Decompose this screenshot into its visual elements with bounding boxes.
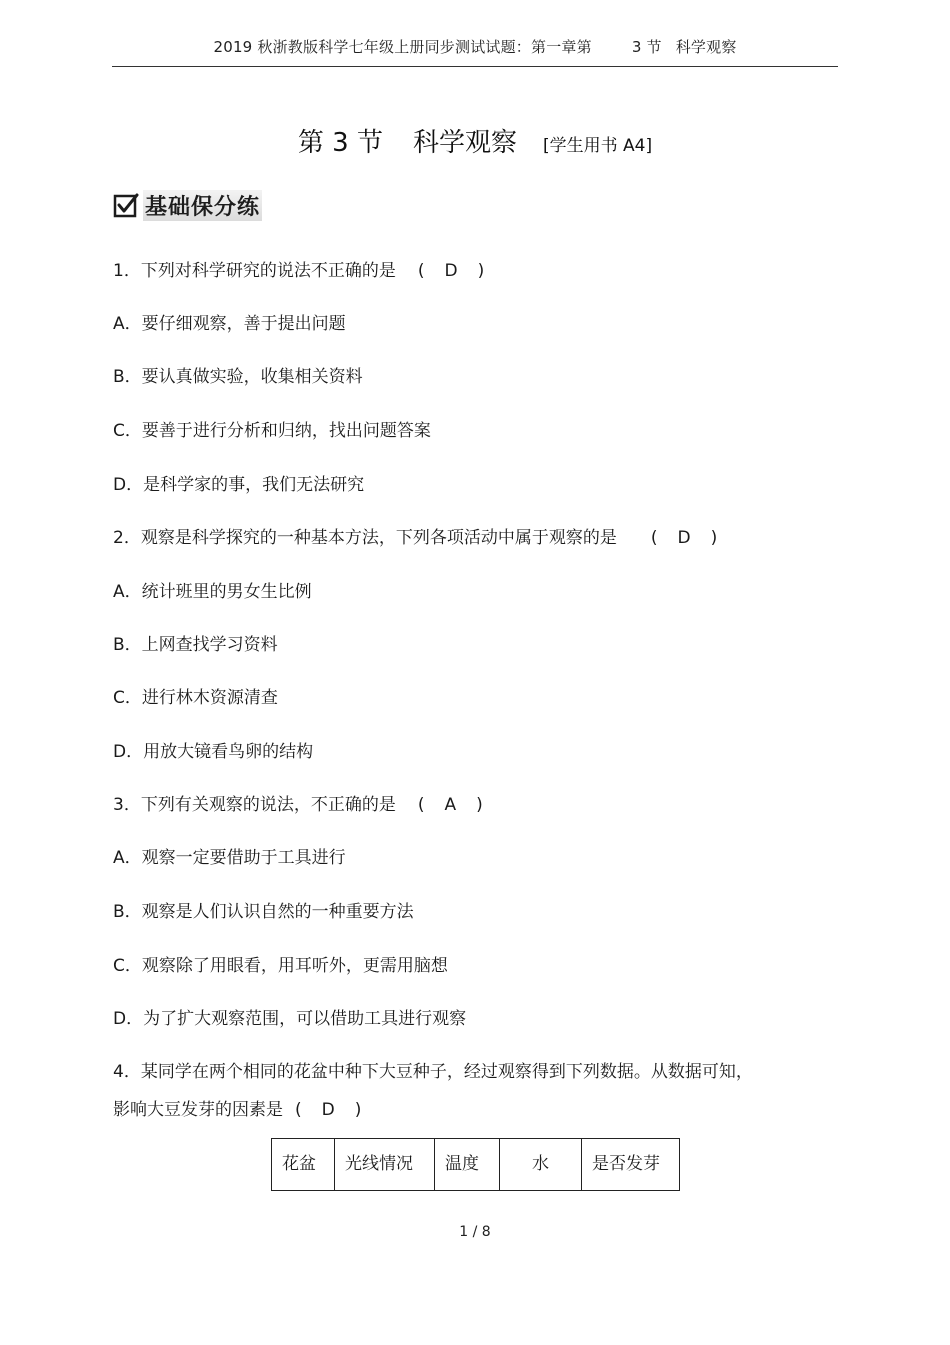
table-header-row — [272, 1139, 680, 1191]
table-header-cell: 是否发芽 — [582, 1139, 680, 1191]
question-3-option-d: D．为了扩大观察范围，可以借助工具进行观察 — [113, 1009, 467, 1029]
running-header — [112, 36, 838, 57]
question-3-stem: 3．下列有关观察的说法，不正确的是 ( A ) — [113, 795, 483, 815]
question-2-option-a: A．统计班里的男女生比例 — [113, 582, 312, 602]
section-title — [0, 122, 950, 159]
book-reference: [学生用书 A4] — [542, 136, 653, 156]
question-3-answer: ( A ) — [417, 795, 483, 815]
badge-label: 基础保分练 — [143, 190, 262, 221]
table-header-cell: 温度 — [435, 1139, 500, 1191]
header-text-2: 3 节 — [631, 38, 662, 56]
question-3-option-b: B．观察是人们认识自然的一种重要方法 — [113, 902, 414, 922]
question-2-option-b: B．上网查找学习资料 — [113, 635, 278, 655]
header-text-1: 2019 秋浙教版科学七年级上册同步测试试题：第一章第 — [213, 38, 592, 56]
section-name: 科学观察 — [412, 128, 517, 158]
question-1-option-a: A．要仔细观察，善于提出问题 — [113, 314, 346, 334]
question-2-option-d: D．用放大镜看鸟卵的结构 — [113, 742, 314, 762]
page-number: 1 / 8 — [459, 1224, 491, 1240]
practice-badge — [113, 190, 262, 220]
section-number: 第 3 节 — [297, 128, 383, 158]
header-rule — [112, 66, 838, 67]
question-2-answer: ( D ) — [650, 528, 718, 548]
question-2-stem: 2．观察是科学探究的一种基本方法，下列各项活动中属于观察的是 ( D ) — [113, 528, 718, 548]
table-header-cell: 花盆 — [272, 1139, 335, 1191]
data-table — [271, 1138, 680, 1191]
question-1-stem: 1．下列对科学研究的说法不正确的是 ( D ) — [113, 261, 485, 281]
checkbox-check-icon — [113, 192, 139, 218]
question-2-option-c: C．进行林木资源清查 — [113, 688, 278, 708]
question-1-option-b: B．要认真做实验，收集相关资料 — [113, 367, 363, 387]
question-1-option-d: D．是科学家的事，我们无法研究 — [113, 475, 365, 495]
table-header-cell: 光线情况 — [335, 1139, 435, 1191]
question-3-option-c: C．观察除了用眼看，用耳听外，更需用脑想 — [113, 956, 448, 976]
question-3-option-a: A．观察一定要借助于工具进行 — [113, 848, 346, 868]
question-4-stem-line-2: 影响大豆发芽的因素是 ( D ) — [113, 1100, 362, 1120]
question-4-stem-line-1: 4．某同学在两个相同的花盆中种下大豆种子，经过观察得到下列数据。从数据可知， — [113, 1062, 753, 1082]
question-1-answer: ( D ) — [417, 261, 485, 281]
header-text-3: 科学观察 — [675, 38, 737, 56]
table-header-cell: 水 — [500, 1139, 582, 1191]
question-1-option-c: C．要善于进行分析和归纳，找出问题答案 — [113, 421, 431, 441]
question-4-answer: ( D ) — [295, 1100, 362, 1120]
